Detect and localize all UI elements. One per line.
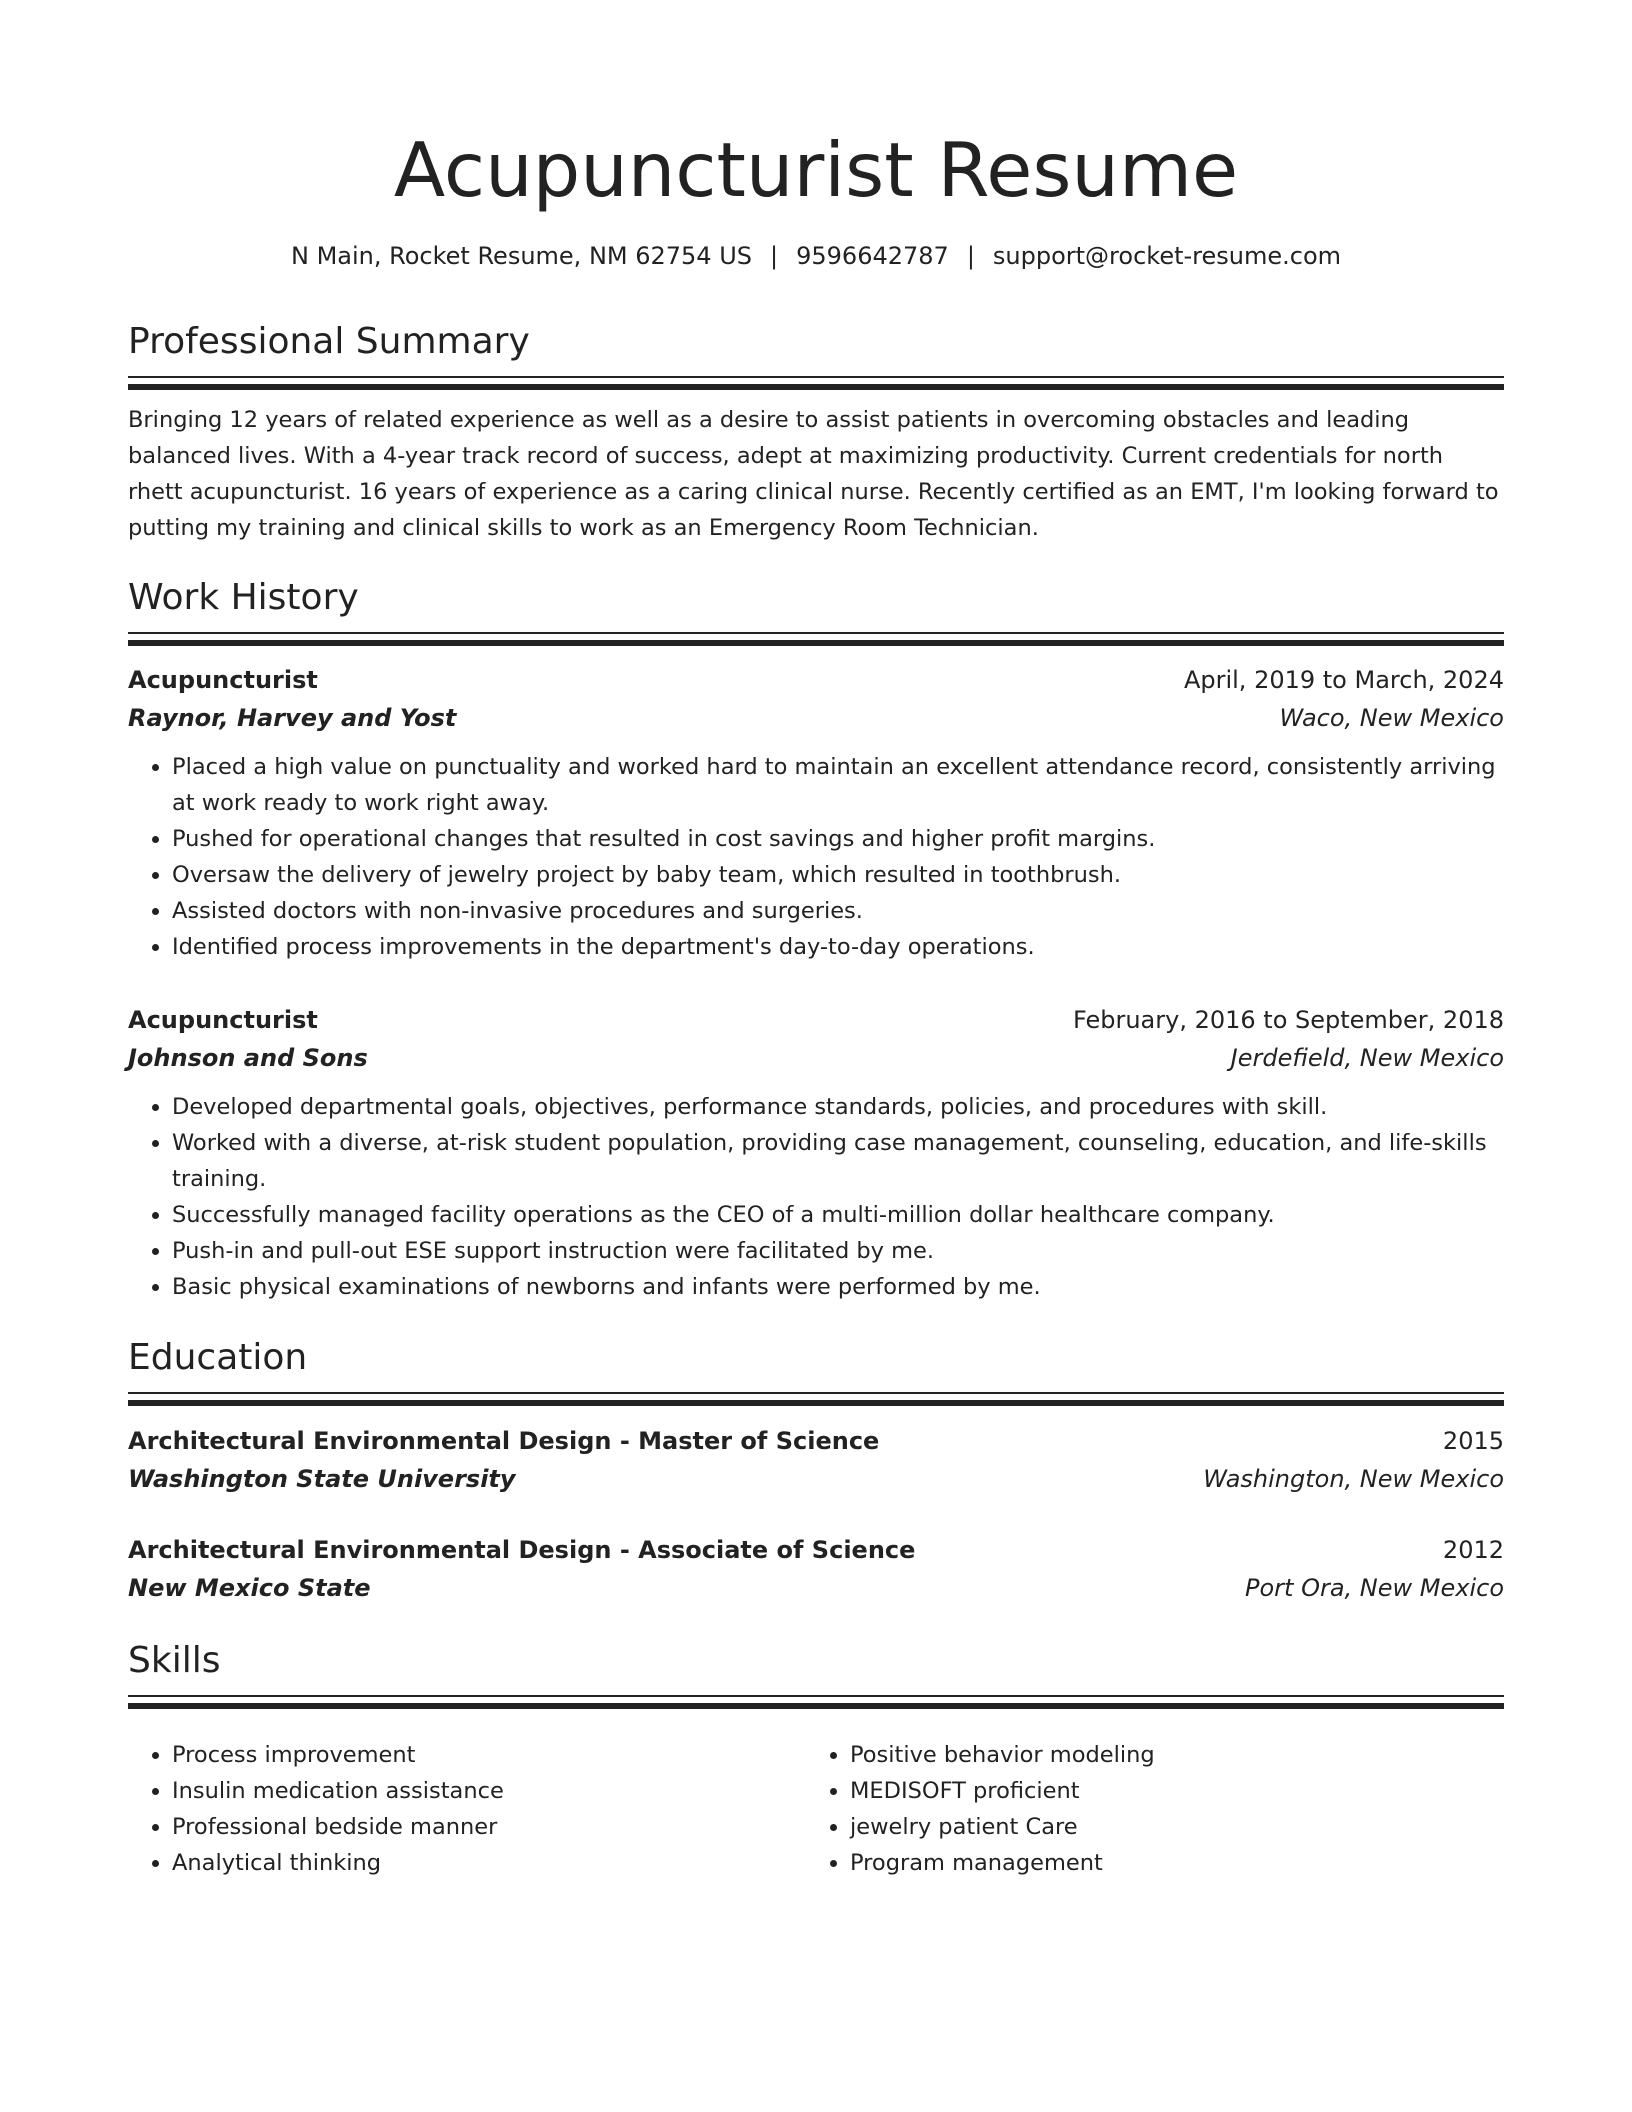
- job-dates: April, 2019 to March, 2024: [1183, 666, 1504, 694]
- education-entry: [128, 1531, 1504, 1607]
- skill-item: • MEDISOFT proficient: [850, 1773, 1484, 1809]
- skills-section-header: [128, 1637, 1504, 1709]
- job-dates: February, 2016 to September, 2018: [1072, 1006, 1504, 1034]
- skill-item: • Process improvement: [172, 1737, 806, 1773]
- education-section-header: [128, 1334, 1504, 1406]
- job-company: Johnson and Sons: [128, 1044, 368, 1072]
- work-heading: Work History: [128, 577, 359, 618]
- skill-item: • Analytical thinking: [172, 1845, 806, 1881]
- job-bullet: • Basic physical examinations of newborns and infants were performed by me.: [172, 1269, 1504, 1305]
- education-degree: Architectural Environmental Design - Master of Science: [128, 1427, 880, 1455]
- section-divider: [128, 632, 1504, 646]
- section-divider: [128, 1695, 1504, 1709]
- contact-separator: |: [966, 242, 975, 270]
- job-title: Acupuncturist: [128, 666, 318, 694]
- section-divider: [128, 376, 1504, 390]
- education-degree: Architectural Environmental Design - Associate of Science: [128, 1536, 916, 1564]
- education-school: Washington State University: [128, 1465, 516, 1493]
- job-bullet: • Worked with a diverse, at-risk student population, providing case management, counseling, education, and life-skills training.: [172, 1125, 1504, 1197]
- job-bullet: • Push-in and pull-out ESE support instruction were facilitated by me.: [172, 1233, 1504, 1269]
- job-bullet: • Identified process improvements in the department's day-to-day operations.: [172, 929, 1504, 965]
- job-location: Waco, New Mexico: [1279, 704, 1504, 732]
- education-year: 2012: [1442, 1536, 1504, 1564]
- job-bullets: [128, 1089, 1504, 1305]
- job-bullet: • Successfully managed facility operations as the CEO of a multi-million dollar healthcare company.: [172, 1197, 1504, 1233]
- job-bullet: • Placed a high value on punctuality and worked hard to maintain an excellent attendance record, consistently arriving at work ready to work right away.: [172, 749, 1504, 821]
- skills-column-left: [128, 1737, 806, 1881]
- job-bullet: • Assisted doctors with non-invasive procedures and surgeries.: [172, 893, 1504, 929]
- summary-text: Bringing 12 years of related experience as well as a desire to assist patients in overcoming obstacles and leading balanced lives. With a 4-year track record of success, adept at maximizing productivity. Current credentials for north rhett acupuncturist. 16 years of experience as a caring clinical nurse. Recently certified as an EMT, I'm looking forward to putting my training and clinical skills to work as an Emergency Room Technician.: [128, 407, 1499, 541]
- education-year: 2015: [1442, 1427, 1504, 1455]
- skill-item: • Insulin medication assistance: [172, 1773, 806, 1809]
- job-company: Raynor, Harvey and Yost: [128, 704, 457, 732]
- job-bullets: [128, 749, 1504, 965]
- contact-email: support@rocket-resume.com: [992, 242, 1341, 270]
- job-bullet: • Oversaw the delivery of jewelry project by baby team, which resulted in toothbrush.: [172, 857, 1504, 893]
- education-heading: Education: [128, 1337, 308, 1378]
- skills-heading: Skills: [128, 1640, 221, 1681]
- summary-heading: Professional Summary: [128, 321, 530, 362]
- job-title: Acupuncturist: [128, 1006, 318, 1034]
- section-divider: [128, 1392, 1504, 1406]
- summary-section-header: [128, 318, 1504, 390]
- resume-title: Acupuncturist Resume: [393, 126, 1239, 214]
- skill-item: • Professional bedside manner: [172, 1809, 806, 1845]
- job-bullet: • Pushed for operational changes that resulted in cost savings and higher profit margins.: [172, 821, 1504, 857]
- skill-item: • Program management: [850, 1845, 1484, 1881]
- contact-address: N Main, Rocket Resume, NM 62754 US: [291, 242, 753, 270]
- skills-column-right: [806, 1737, 1484, 1881]
- job-entry: [128, 1001, 1504, 1305]
- skills-list: [128, 1737, 1504, 1881]
- education-school: New Mexico State: [128, 1574, 371, 1602]
- job-entry: [128, 661, 1504, 965]
- job-bullet: • Developed departmental goals, objectives, performance standards, policies, and procedures with skill.: [172, 1089, 1504, 1125]
- education-location: Washington, New Mexico: [1203, 1465, 1504, 1493]
- education-location: Port Ora, New Mexico: [1245, 1574, 1504, 1602]
- job-location: Jerdefield, New Mexico: [1230, 1044, 1504, 1072]
- work-section-header: [128, 574, 1504, 646]
- contact-separator: |: [770, 242, 779, 270]
- contact-line: [128, 238, 1504, 274]
- skill-item: • Positive behavior modeling: [850, 1737, 1484, 1773]
- education-entry: [128, 1422, 1504, 1498]
- skill-item: • jewelry patient Care: [850, 1809, 1484, 1845]
- contact-phone: 9596642787: [796, 242, 949, 270]
